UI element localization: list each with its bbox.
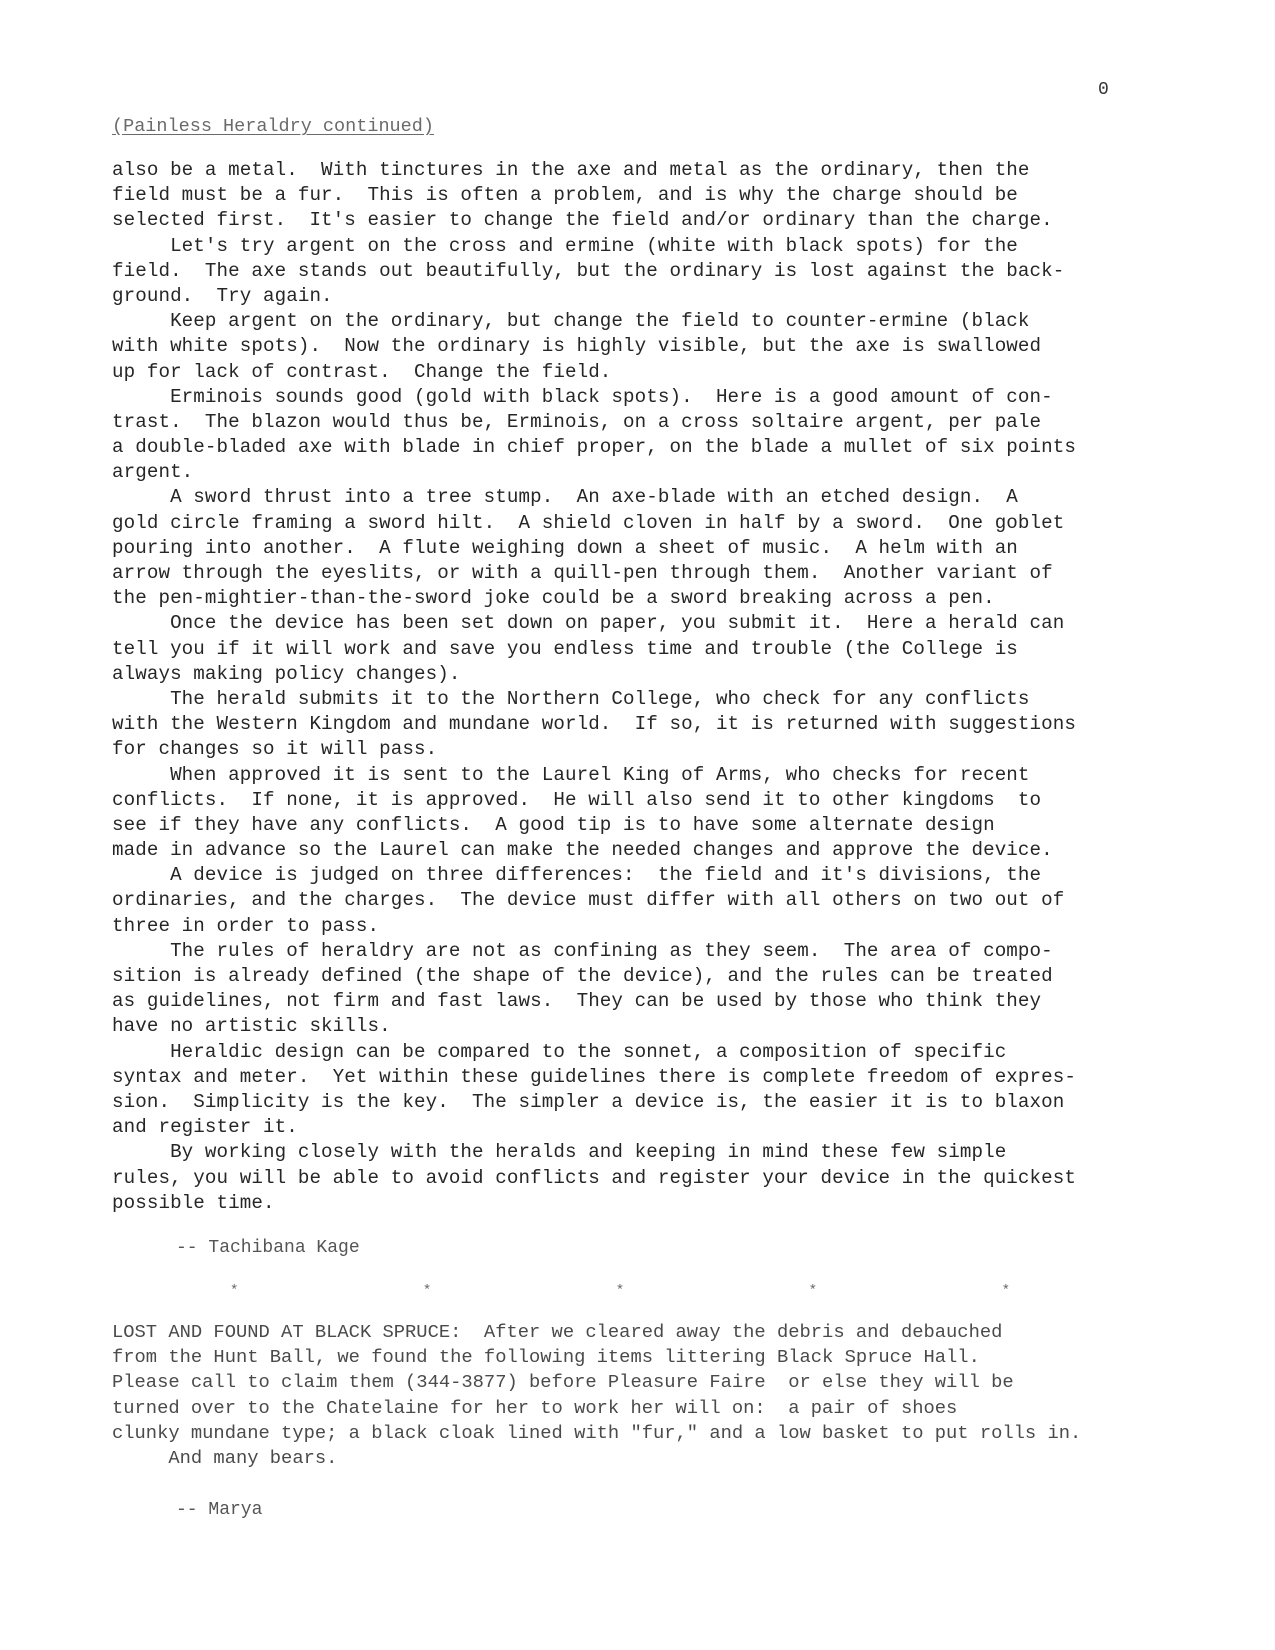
lost-and-found-notice <box>112 1320 1192 1471</box>
body-text-line: By working closely with the heralds and keeping in mind these few simple <box>112 1141 1007 1164</box>
notice-text-line: LOST AND FOUND AT BLACK SPRUCE: After we cleared away the debris and debauched <box>112 1321 1003 1343</box>
body-text-line: always making policy changes). <box>112 662 461 685</box>
body-text-line: also be a metal. With tinctures in the axe and metal as the ordinary, then the <box>112 159 1030 181</box>
divider-star: * <box>230 1283 239 1299</box>
notice-text-line: clunky mundane type; a black cloak lined with "fur," and a low basket to put rolls in. <box>112 1421 1082 1444</box>
body-text-line: made in advance so the Laurel can make the needed changes and approve the device. <box>112 839 1053 862</box>
section-divider <box>230 1283 1010 1299</box>
body-text-line: The herald submits it to the Northern College, who check for any conflicts <box>112 687 1030 710</box>
notice-text-line: turned over to the Chatelaine for her to work her will on: a pair of shoes <box>112 1396 958 1419</box>
body-text-line: Let's try argent on the cross and ermine (white with black spots) for the <box>112 234 1018 257</box>
body-text-line: with white spots). Now the ordinary is highly visible, but the axe is swallowed <box>112 335 1042 358</box>
body-text-line: three in order to pass. <box>112 914 380 937</box>
body-text-line: the pen-mightier-than-the-sword joke could be a sword breaking across a pen. <box>112 587 995 610</box>
notice-signature: -- Marya <box>176 1500 263 1520</box>
body-text-line: as guidelines, not firm and fast laws. They can be used by those who think they <box>112 990 1042 1013</box>
body-text-line: ordinaries, and the charges. The device must differ with all others on two out of <box>112 889 1065 912</box>
body-text-line: possible time. <box>112 1191 275 1214</box>
running-head: (Painless Heraldry continued) <box>112 116 434 137</box>
notice-text-line: Please call to claim them (344-3877) before Pleasure Faire or else they will be <box>112 1371 1014 1394</box>
body-text-line: The rules of heraldry are not as confining as they seem. The area of compo- <box>112 939 1053 962</box>
body-text-line: rules, you will be able to avoid conflicts and register your device in the quickest <box>112 1166 1076 1189</box>
divider-star: * <box>1001 1283 1010 1299</box>
body-text-line: sition is already defined (the shape of the device), and the rules can be treated <box>112 965 1053 987</box>
body-text-line: Once the device has been set down on paper, you submit it. Here a herald can <box>112 612 1065 635</box>
body-text-line: field. The axe stands out beautifully, but the ordinary is lost against the back- <box>112 259 1065 282</box>
body-text-line: Erminois sounds good (gold with black spots). Here is a good amount of con- <box>112 385 1053 408</box>
body-text-line: field must be a fur. This is often a problem, and is why the charge should be <box>112 184 1018 207</box>
body-text-line: with the Western Kingdom and mundane world. If so, it is returned with suggestions <box>112 713 1076 736</box>
body-text-line: A device is judged on three differences: the field and it's divisions, the <box>112 864 1042 887</box>
divider-star: * <box>808 1283 818 1299</box>
body-text-line: ground. Try again. <box>112 284 333 307</box>
divider-star: * <box>615 1283 625 1299</box>
body-text-line: When approved it is sent to the Laurel King of Arms, who checks for recent <box>112 763 1030 786</box>
author-signature: -- Tachibana Kage <box>176 1238 360 1258</box>
page-number: 0 <box>1098 80 1109 100</box>
notice-text-line: And many bears. <box>112 1446 338 1469</box>
body-text-line: arrow through the eyeslits, or with a quill-pen through them. Another variant of <box>112 562 1053 584</box>
body-text-line: conflicts. If none, it is approved. He will also send it to other kingdoms to <box>112 788 1042 811</box>
body-text-line: sion. Simplicity is the key. The simpler a device is, the easier it is to blaxon <box>112 1090 1065 1113</box>
body-text-line: a double-bladed axe with blade in chief proper, on the blade a mullet of six points <box>112 436 1076 459</box>
notice-text-line: from the Hunt Ball, we found the following items littering Black Spruce Hall. <box>112 1346 980 1369</box>
body-text-line: see if they have any conflicts. A good tip is to have some alternate design <box>112 813 995 836</box>
article-body <box>112 158 1172 1216</box>
body-text-line: selected first. It's easier to change the field and/or ordinary than the charge. <box>112 209 1053 232</box>
body-text-line: have no artistic skills. <box>112 1015 391 1038</box>
divider-star: * <box>422 1283 432 1299</box>
body-text-line: Heraldic design can be compared to the sonnet, a composition of specific <box>112 1040 1007 1063</box>
body-text-line: trast. The blazon would thus be, Erminois, on a cross soltaire argent, per pale <box>112 410 1042 433</box>
body-text-line: gold circle framing a sword hilt. A shield cloven in half by a sword. One goblet <box>112 511 1065 534</box>
body-text-line: syntax and meter. Yet within these guidelines there is complete freedom of expres- <box>112 1065 1076 1088</box>
body-text-line: pouring into another. A flute weighing down a sheet of music. A helm with an <box>112 536 1018 559</box>
body-text-line: Keep argent on the ordinary, but change the field to counter-ermine (black <box>112 310 1030 333</box>
body-text-line: A sword thrust into a tree stump. An axe-blade with an etched design. A <box>112 486 1018 509</box>
body-text-line: up for lack of contrast. Change the field. <box>112 360 612 383</box>
body-text-line: tell you if it will work and save you endless time and trouble (the College is <box>112 637 1018 660</box>
body-text-line: argent. <box>112 461 194 484</box>
body-text-line: for changes so it will pass. <box>112 738 438 761</box>
body-text-line: and register it. <box>112 1116 298 1139</box>
